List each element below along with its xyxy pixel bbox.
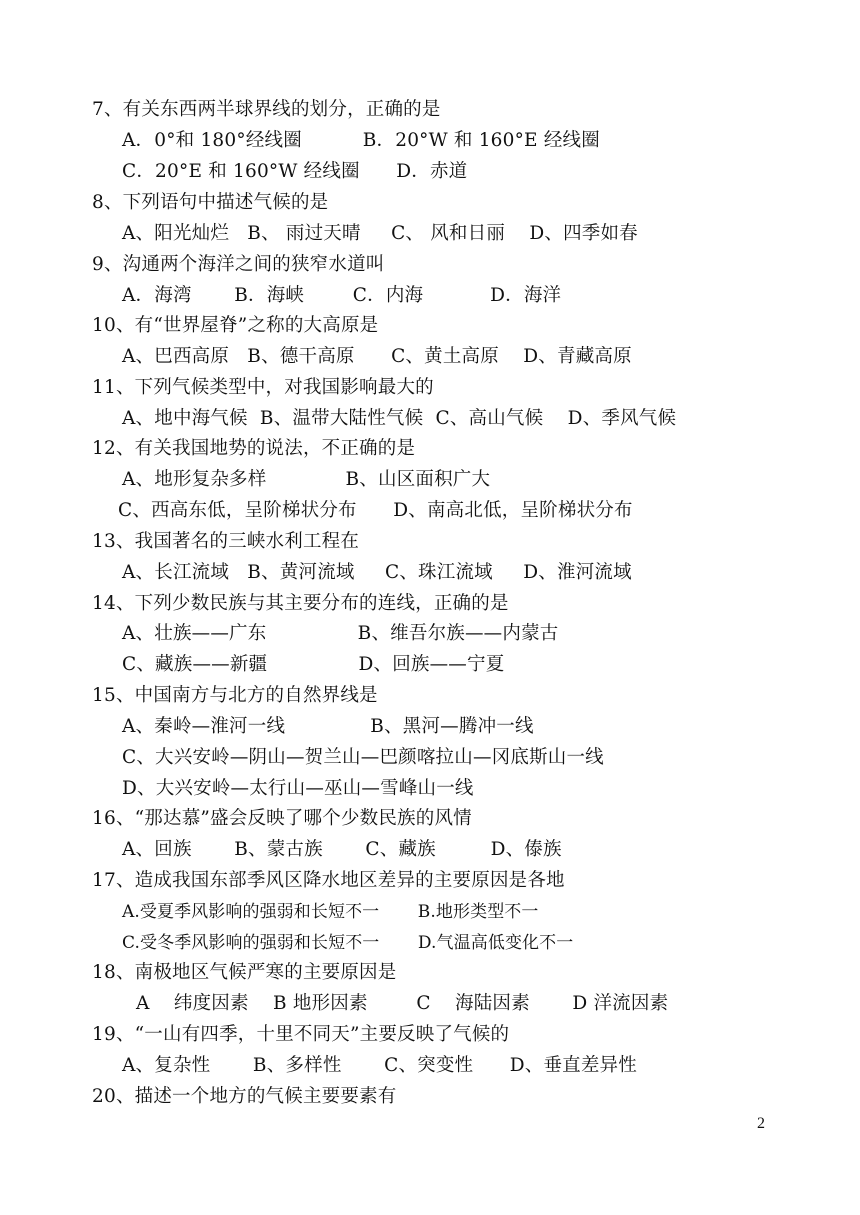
question-18-options: A 纬度因素 B 地形因素 C 海陆因素 D 洋流因素 <box>136 993 669 1014</box>
question-13-options: A、长江流域 B、黄河流域 C、珠江流域 D、淮河流域 <box>122 562 632 583</box>
question-16-options: A、回族 B、蒙古族 C、藏族 D、傣族 <box>122 839 562 860</box>
question-9-options: A．海湾 B．海峡 C．内海 D．海洋 <box>122 285 562 306</box>
question-15-option-d: D、大兴安岭—太行山—巫山—雪峰山一线 <box>122 778 474 799</box>
question-11-stem: 11、下列气候类型中，对我国影响最大的 <box>92 377 434 398</box>
question-19-stem: 19、“一山有四季，十里不同天”主要反映了气候的 <box>92 1024 510 1045</box>
question-9-stem: 9、沟通两个海洋之间的狭窄水道叫 <box>92 254 385 275</box>
question-12-options-line-1: A、地形复杂多样 B、山区面积广大 <box>122 469 491 490</box>
question-18-stem: 18、南极地区气候严寒的主要原因是 <box>92 962 397 983</box>
question-17-options-line-1: A.受夏季风影响的强弱和长短不一 B.地形类型不一 <box>122 902 539 922</box>
question-8-options: A、阳光灿烂 B、 雨过天晴 C、 风和日丽 D、四季如春 <box>122 223 638 244</box>
question-15-option-c: C、大兴安岭—阴山—贺兰山—巴颜喀拉山—冈底斯山一线 <box>122 747 604 768</box>
question-14-stem: 14、下列少数民族与其主要分布的连线，正确的是 <box>92 593 509 614</box>
question-17-stem: 17、造成我国东部季风区降水地区差异的主要原因是各地 <box>92 870 565 891</box>
question-7-stem: 7、有关东西两半球界线的划分，正确的是 <box>92 99 441 120</box>
question-10-options: A、巴西高原 B、德干高原 C、黄土高原 D、青藏高原 <box>122 346 632 367</box>
question-17-options-line-2: C.受冬季风影响的强弱和长短不一 D.气温高低变化不一 <box>122 933 574 953</box>
question-7-options-line-2: C．20°E 和 160°W 经线圈 D．赤道 <box>122 161 468 182</box>
question-12-stem: 12、有关我国地势的说法，不正确的是 <box>92 438 416 459</box>
question-15-option-a-b: A、秦岭—淮河一线 B、黑河—腾冲一线 <box>122 716 534 737</box>
question-14-options-line-1: A、壮族——广东 B、维吾尔族——内蒙古 <box>122 623 559 644</box>
question-13-stem: 13、我国著名的三峡水利工程在 <box>92 531 360 552</box>
question-16-stem: 16、“那达慕”盛会反映了哪个少数民族的风情 <box>92 808 472 829</box>
page-number: 2 <box>757 1115 765 1132</box>
question-15-stem: 15、中国南方与北方的自然界线是 <box>92 685 378 706</box>
question-20-stem: 20、描述一个地方的气候主要要素有 <box>92 1086 397 1107</box>
question-7-options-line-1: A．0°和 180°经线圈 B．20°W 和 160°E 经线圈 <box>122 130 600 151</box>
question-12-options-line-2: C、西高东低，呈阶梯状分布 D、南高北低，呈阶梯状分布 <box>118 500 633 521</box>
question-8-stem: 8、下列语句中描述气候的是 <box>92 192 329 213</box>
question-14-options-line-2: C、藏族——新疆 D、回族——宁夏 <box>122 654 505 675</box>
question-10-stem: 10、有“世界屋脊”之称的大高原是 <box>92 315 379 336</box>
question-11-options: A、地中海气候 B、温带大陆性气候 C、高山气候 D、季风气候 <box>122 408 677 429</box>
question-19-options: A、复杂性 B、多样性 C、突变性 D、垂直差异性 <box>122 1055 637 1076</box>
